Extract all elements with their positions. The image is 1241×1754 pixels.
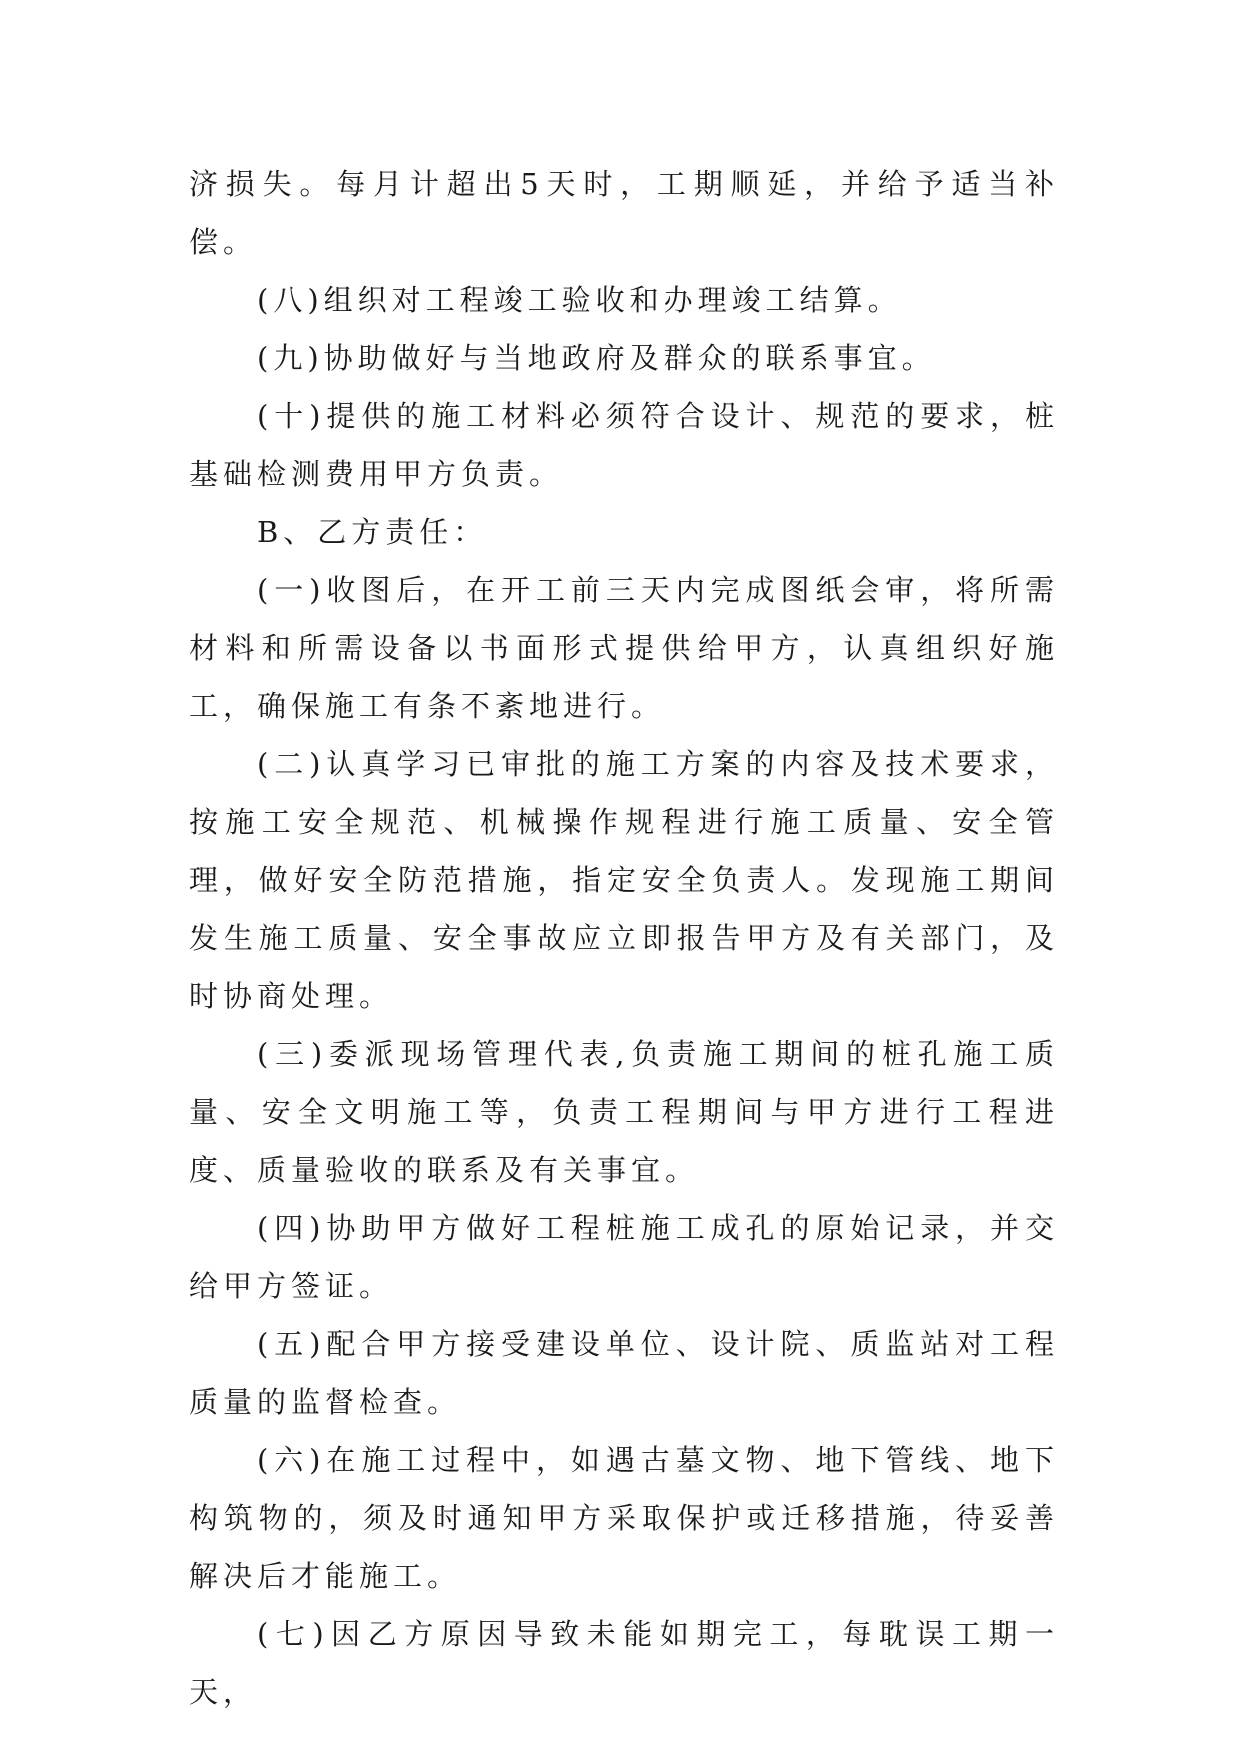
- paragraph-party-b-item-6: (六)在施工过程中，如遇古墓文物、地下管线、地下构筑物的，须及时通知甲方采取保护或迁移措施，待妥善解决后才能施工。: [189, 1443, 1059, 1593]
- paragraph-party-b-item-3: (三)委派现场管理代表,负责施工期间的桩孔施工质量、安全文明施工等，负责工程期间与甲方进行工程进度、质量验收的联系及有关事宜。: [189, 1037, 1059, 1187]
- paragraph-party-b-item-7: (七)因乙方原因导致未能如期完工，每耽误工期一天，: [189, 1617, 1059, 1709]
- document-body: [189, 155, 1059, 1721]
- paragraph-party-a-item-8: (八)组织对工程竣工验收和办理竣工结算。: [257, 283, 902, 317]
- paragraph-party-b-item-1: (一)收图后，在开工前三天内完成图纸会审，将所需材料和所需设备以书面形式提供给甲方，认真组织好施工，确保施工有条不紊地进行。: [189, 573, 1059, 723]
- paragraph-party-b-item-2: (二)认真学习已审批的施工方案的内容及技术要求，按施工安全规范、机械操作规程进行施工质量、安全管理，做好安全防范措施，指定安全负责人。发现施工期间发生施工质量、安全事故应立即报告甲方及有关部门，及时协商处理。: [189, 747, 1059, 1013]
- paragraph-party-b-item-5: (五)配合甲方接受建设单位、设计院、质监站对工程质量的监督检查。: [189, 1327, 1059, 1419]
- paragraph-party-a-item-9: (九)协助做好与当地政府及群众的联系事宜。: [257, 341, 936, 375]
- paragraph-economic-loss: 济损失。每月计超出5天时，工期顺延，并给予适当补偿。: [189, 167, 1059, 259]
- section-heading-party-b: B、乙方责任：: [257, 515, 488, 549]
- paragraph-party-b-item-4: (四)协助甲方做好工程桩施工成孔的原始记录，并交给甲方签证。: [189, 1211, 1059, 1303]
- paragraph-party-a-item-10: (十)提供的施工材料必须符合设计、规范的要求，桩基础检测费用甲方负责。: [189, 399, 1059, 491]
